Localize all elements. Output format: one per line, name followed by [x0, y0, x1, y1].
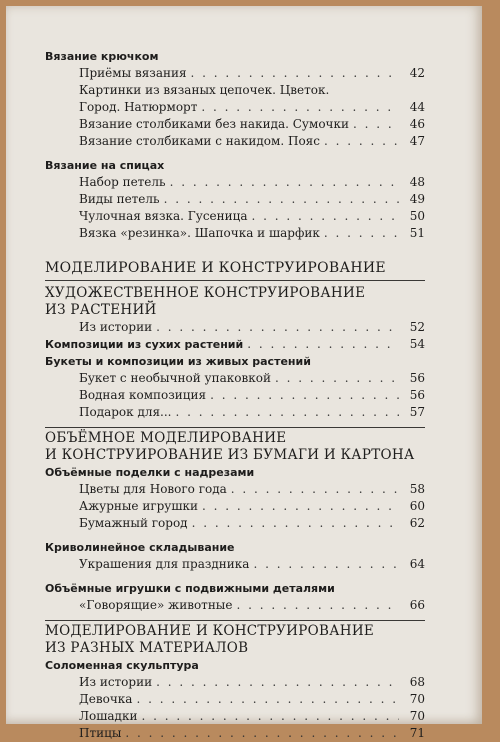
subsection-title: Соломенная скульптура [45, 659, 199, 672]
toc-entry: Чулочная вязка. Гусеница . . . 50 [79, 208, 425, 225]
toc-entry: Виды петель . . . 49 [79, 191, 425, 208]
table-of-contents [45, 48, 425, 742]
toc-entry: Композиции из сухих растений . . . 54 [45, 336, 425, 353]
subsection-title: Криволинейное складывание [45, 541, 235, 554]
toc-entry: Лошадки . . . 70 [79, 708, 425, 725]
toc-entry: Вязка «резинка». Шапочка и шарфик . . . 51 [79, 225, 425, 242]
toc-entry: Картинки из вязаных цепочек. Цветок. [79, 83, 330, 97]
section-title: ИЗ РАЗНЫХ МАТЕРИАЛОВ [45, 640, 249, 656]
subsection-title: Вязание на спицах [45, 159, 165, 172]
toc-entry: Приёмы вязания . . . 42 [79, 65, 425, 82]
toc-entry: Цветы для Нового года . . . 58 [79, 481, 425, 498]
toc-entry: Вязание столбиками с накидом. Пояс . . . 47 [79, 133, 425, 150]
section-title: ХУДОЖЕСТВЕННОЕ КОНСТРУИРОВАНИЕ [45, 285, 366, 301]
subsection-title: Вязание крючком [45, 50, 159, 63]
section-title: И КОНСТРУИРОВАНИЕ ИЗ БУМАГИ И КАРТОНА [45, 447, 415, 463]
toc-entry: Подарок для... . . . 57 [79, 404, 425, 421]
section-title: ИЗ РАСТЕНИЙ [45, 302, 157, 318]
toc-entry: Набор петель . . . 48 [79, 174, 425, 191]
toc-entry: Из истории . . . 52 [79, 319, 425, 336]
toc-entry: Букет с необычной упаковкой . . . 56 [79, 370, 425, 387]
toc-entry: Птицы . . . 71 [79, 725, 425, 742]
subsection-title: Объёмные поделки с надрезами [45, 466, 255, 479]
toc-entry: «Говорящие» животные . . . 66 [79, 597, 425, 614]
subsection-title: Объёмные игрушки с подвижными деталями [45, 582, 335, 595]
subsection-title: Букеты и композиции из живых растений [45, 355, 311, 368]
toc-entry: Город. Натюрморт . . . 44 [79, 99, 425, 116]
section-title: МОДЕЛИРОВАНИЕ И КОНСТРУИРОВАНИЕ [45, 623, 375, 639]
toc-entry: Ажурные игрушки . . . 60 [79, 498, 425, 515]
book-page [6, 6, 482, 740]
toc-entry: Девочка . . . 70 [79, 691, 425, 708]
toc-entry: Украшения для праздника . . . 64 [79, 556, 425, 573]
toc-entry: Вязание столбиками без накида. Сумочки . . . 46 [79, 116, 425, 133]
toc-entry: Бумажный город . . . 62 [79, 515, 425, 532]
part-title: МОДЕЛИРОВАНИЕ И КОНСТРУИРОВАНИЕ [45, 260, 386, 276]
toc-entry: Из истории . . . 68 [79, 674, 425, 691]
toc-entry: Водная композиция . . . 56 [79, 387, 425, 404]
section-title: ОБЪЁМНОЕ МОДЕЛИРОВАНИЕ [45, 430, 287, 446]
